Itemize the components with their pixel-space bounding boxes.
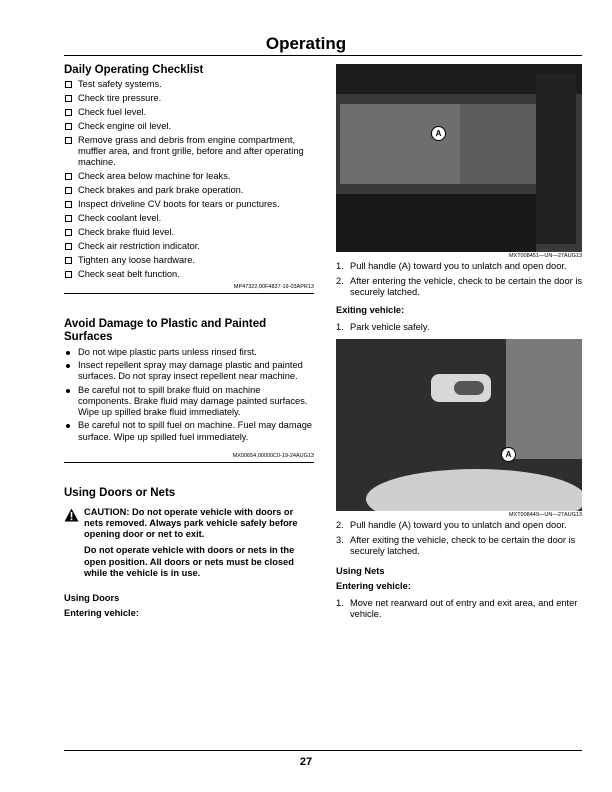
list-item [64, 213, 314, 224]
doors-section-title: Using Doors or Nets [64, 486, 176, 499]
bullet-icon [66, 389, 70, 393]
item-text: Check brake fluid level. [78, 227, 175, 238]
item-text: Check seat belt function. [78, 269, 180, 280]
list-item [64, 135, 314, 169]
step-text: After exiting the vehicle, check to be certain the door is securely latched. [350, 535, 576, 557]
item-text: Inspect driveline CV boots for tears or punctures. [78, 199, 280, 210]
page-number: 27 [299, 756, 313, 768]
list-item [64, 171, 314, 182]
checkbox-icon [65, 109, 72, 116]
checkbox-icon [65, 173, 72, 180]
item-text: Check engine oil level. [78, 121, 172, 131]
page-title: Operating [265, 34, 347, 53]
list-item [64, 385, 314, 419]
step-number: 3. [336, 535, 344, 546]
checkbox-icon [65, 95, 72, 102]
list-item [336, 261, 586, 272]
bullet-icon [66, 424, 70, 428]
reference-code: MX00654,00000C0-19-24AUG13 [232, 452, 314, 459]
checkbox-icon [65, 123, 72, 130]
checkbox-icon [65, 257, 72, 264]
list-item [64, 107, 314, 118]
checkbox-icon [65, 187, 72, 194]
step-number: 1. [336, 598, 344, 609]
list-item [64, 79, 314, 90]
entering-nets-heading: Entering vehicle: [336, 580, 411, 591]
exit-step-1 [336, 322, 586, 333]
footer-rule [64, 750, 582, 751]
list-item [64, 360, 314, 382]
list-item [64, 121, 314, 132]
item-text: Check brakes and park brake operation. [78, 185, 244, 196]
entering-vehicle-heading: Entering vehicle: [64, 608, 139, 619]
checklist [64, 79, 314, 281]
checkbox-icon [65, 229, 72, 236]
list-item [64, 241, 314, 252]
reference-code: MP47322,00F4837-19-03APR13 [233, 283, 314, 290]
item-text: Check fuel level. [78, 107, 147, 117]
list-item [64, 227, 314, 238]
photo-caption: MXT008449—UN—27AUG13 [508, 512, 582, 519]
list-item [64, 185, 314, 196]
item-text: Test safety systems. [78, 79, 162, 89]
plastic-list [64, 347, 314, 443]
enter-steps [336, 261, 586, 299]
section-divider [64, 293, 314, 294]
item-text: Check air restriction indicator. [78, 241, 200, 252]
list-item [336, 598, 586, 620]
list-item [64, 199, 314, 210]
item-text: Tighten any loose hardware. [78, 255, 195, 266]
step-number: 1. [336, 261, 344, 271]
step-text: After entering the vehicle, check to be certain the door is securely latched. [350, 276, 583, 298]
using-doors-heading: Using Doors [64, 593, 120, 604]
list-item [64, 420, 314, 442]
step-text: Park vehicle safely. [350, 321, 430, 332]
item-text: Do not wipe plastic parts unless rinsed first. [78, 346, 257, 357]
step-number: 2. [336, 520, 344, 531]
header-rule [64, 55, 582, 56]
item-text: Insect repellent spray may damage plastic and painted surfaces. Do not spray insect repellent near machine. [78, 360, 303, 382]
step-text: Move net rearward out of entry and exit area, and enter vehicle. [350, 598, 578, 620]
caution-text: CAUTION: Do not operate vehicle with doors or nets removed. Always park vehicle safely before opening door or net to exit. [84, 506, 298, 540]
callout-label-a: A [431, 126, 446, 141]
list-item [336, 276, 586, 298]
bullet-icon [66, 364, 70, 368]
list-item [64, 269, 314, 280]
checkbox-icon [65, 215, 72, 222]
caution-text-2: Do not operate vehicle with doors or nets in the open position. All doors or nets must be closed while the vehicle is in use. [84, 545, 295, 578]
item-text: Be careful not to spill brake fluid on machine components. Brake fluid may damage painted surfaces. Wipe up spilled brake fluid immediately. [78, 384, 308, 417]
photo-caption: MXT008451—UN—27AUG13 [508, 253, 582, 259]
checklist-title: Daily Operating Checklist [64, 64, 204, 76]
step-number: 1. [336, 321, 344, 332]
door-handle-photo [336, 339, 582, 511]
step-text: Pull handle (A) toward you to unlatch and open door. [350, 261, 567, 271]
net-steps [336, 598, 586, 620]
step-text: Pull handle (A) toward you to unlatch and open door. [350, 520, 567, 531]
handle-photo-graphic [336, 339, 582, 511]
item-text: Check tire pressure. [78, 93, 162, 103]
caution-block [64, 507, 314, 579]
left-column [64, 64, 314, 619]
warning-triangle-icon [64, 508, 79, 522]
callout-label-a: A [501, 447, 516, 462]
item-text: Remove grass and debris from engine compartment, muffler area, and front grille, before and after operating machine. [78, 135, 304, 168]
checkbox-icon [65, 137, 72, 144]
list-item [64, 93, 314, 104]
item-text: Check area below machine for leaks. [78, 171, 231, 182]
list-item [336, 520, 586, 531]
right-column [336, 64, 586, 624]
exiting-vehicle-heading: Exiting vehicle: [336, 304, 405, 315]
item-text: Be careful not to spill fuel on machine. Fuel may damage surface. Wipe up spilled fuel immediately. [78, 420, 313, 442]
checkbox-icon [65, 271, 72, 278]
door-photo-graphic [336, 64, 582, 252]
list-item [336, 535, 586, 557]
section-divider [64, 462, 314, 463]
list-item [64, 347, 314, 358]
checkbox-icon [65, 201, 72, 208]
checkbox-icon [65, 243, 72, 250]
list-item [336, 322, 586, 333]
door-interior-photo [336, 64, 582, 252]
step-number: 2. [336, 276, 344, 287]
using-nets-heading: Using Nets [336, 565, 385, 576]
list-item [64, 255, 314, 266]
bullet-icon [66, 351, 70, 355]
item-text: Check coolant level. [78, 213, 162, 224]
checkbox-icon [65, 81, 72, 88]
exit-steps [336, 520, 586, 558]
plastic-section-title: Avoid Damage to Plastic and Painted Surfaces [64, 317, 267, 343]
